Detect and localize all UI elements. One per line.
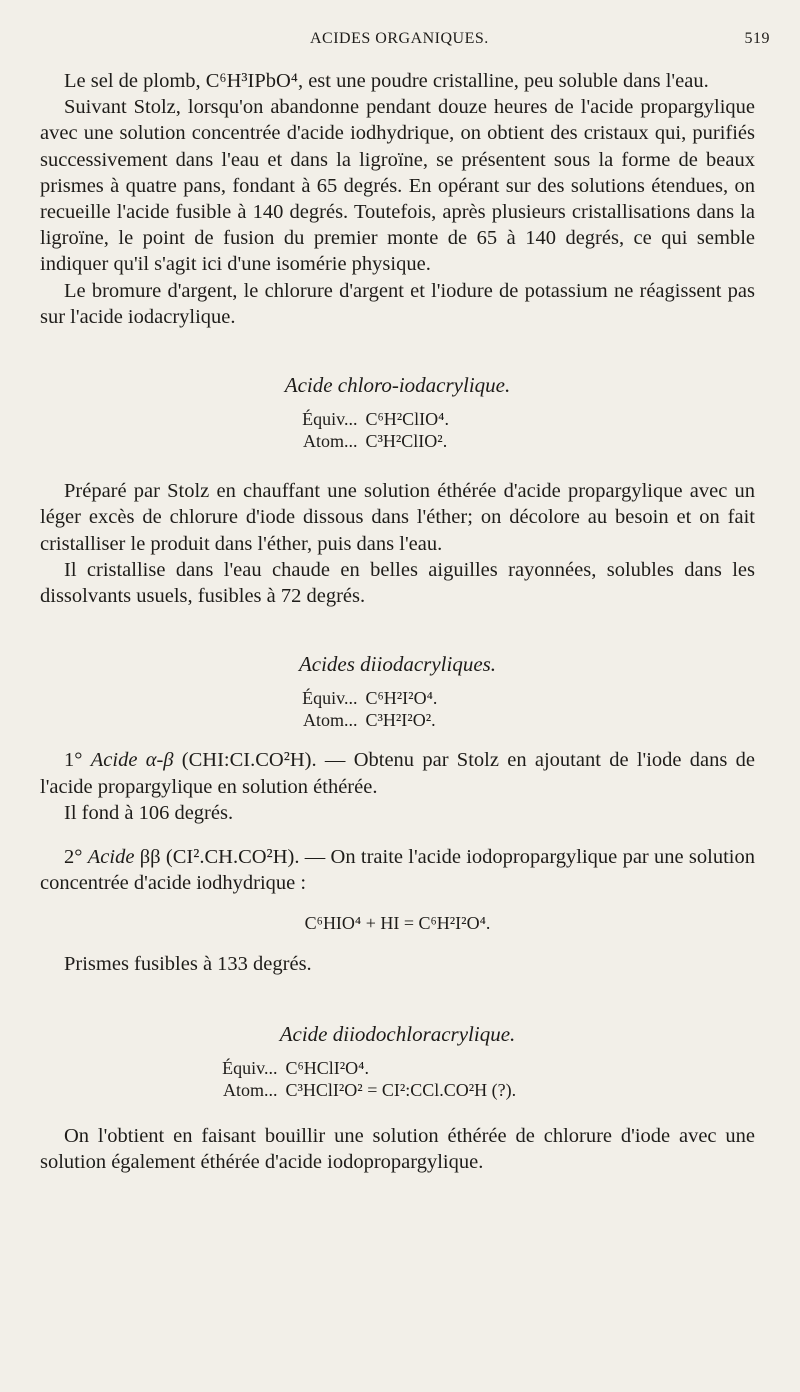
formula-label: Atom... (222, 1080, 278, 1101)
formula-value: C⁶H²I²O⁴. (365, 688, 438, 709)
section-title-diiod: Acides diiodacryliques. (298, 652, 497, 677)
paragraph-acide-beta-beta (40, 844, 755, 896)
item-text: ββ (CI².CH.CO²H). — On traite l'acide iodopropargylique par une solution concentrée d'acide iodhydrique : (40, 846, 755, 895)
paragraph-obtient: On l'obtient en faisant bouillir une solution éthérée de chlorure d'iode avec une solution également éthérée d'acide iodopropargylique. (40, 1125, 755, 1174)
item-number: 1° (64, 749, 83, 772)
section-title-diiodochlor: Acide diiodochloracrylique. (279, 1021, 516, 1046)
paragraph-acide-alpha-beta (40, 747, 755, 799)
paragraph-lead-salt: Le sel de plomb, C⁶H³IPbO⁴, est une poudre cristalline, peu soluble dans l'eau. (64, 70, 709, 92)
page-number: 519 (744, 30, 770, 47)
acid-name: Acide α-β (90, 749, 174, 772)
running-title: ACIDES ORGANIQUES. (310, 30, 489, 47)
paragraph-stolz: Suivant Stolz, lorsqu'on abandonne pendant douze heures de l'acide propargylique avec une solution concentrée d'acide iodhydrique, on obtient des cristaux qui, purifiés successivement dans l'eau et dans la ligroïne, se présentent sous la forme de beaux prismes à quatre pans, fondant à 65 degrés. En opérant sur des solutions étendues, on recueille l'acide fusible à 140 degrés. Toutefois, après plusieurs cristallisations dans la ligroïne, le point de fusion du premier monte de 65 à 140 degrés, ce qui semble indiquer qu'il s'agit ici d'une isomérie physique. (40, 96, 755, 276)
item-text: (CHI:CI.CO²H). — Obtenu par Stolz en ajoutant de l'iode dans de l'acide propargylique en solution éthérée. (40, 749, 756, 798)
equation: C⁶HIO⁴ + HI = C⁶H²I²O⁴. (304, 913, 491, 934)
formula-label: Équiv... (222, 1058, 278, 1079)
formula-value: C⁶H²ClIO⁴. (365, 409, 449, 430)
formula-block-diiod (268, 687, 528, 731)
item-number: 2° (64, 846, 83, 869)
formula-block-diiodochlor (188, 1057, 608, 1101)
formula-label: Équiv... (302, 409, 358, 430)
paragraph-prepare: Préparé par Stolz en chauffant une solution éthérée d'acide propargylique avec un léger excès de chlorure d'iode dissous dans l'éther; on décolore au besoin et on fait cristalliser le produit dans l'éther, puis dans l'eau. (40, 480, 755, 555)
page-header (60, 30, 770, 56)
formula-label: Atom... (302, 431, 358, 452)
page-body (40, 68, 755, 1175)
paragraph-prismes: Prismes fusibles à 133 degrés. (64, 952, 312, 975)
formula-block-chloro (268, 408, 528, 452)
paragraph-cristallise: Il cristallise dans l'eau chaude en belles aiguilles rayonnées, solubles dans les dissolvants usuels, fusibles à 72 degrés. (40, 558, 755, 608)
formula-value: C³HClI²O² = CI²:CCl.CO²H (?). (285, 1080, 517, 1101)
formula-label: Atom... (302, 710, 358, 731)
formula-value: C³H²ClIO². (365, 431, 448, 452)
section-title-chloro: Acide chloro-iodacrylique. (284, 373, 511, 398)
paragraph-fond: Il fond à 106 degrés. (64, 801, 234, 824)
formula-label: Équiv... (302, 688, 358, 709)
acid-name: Acide (87, 846, 135, 869)
formula-value: C⁶HClI²O⁴. (285, 1058, 369, 1079)
formula-value: C³H²I²O². (365, 710, 436, 731)
paragraph-bromure: Le bromure d'argent, le chlorure d'argent et l'iodure de potassium ne réagissent pas sur l'acide iodacrylique. (40, 279, 755, 328)
